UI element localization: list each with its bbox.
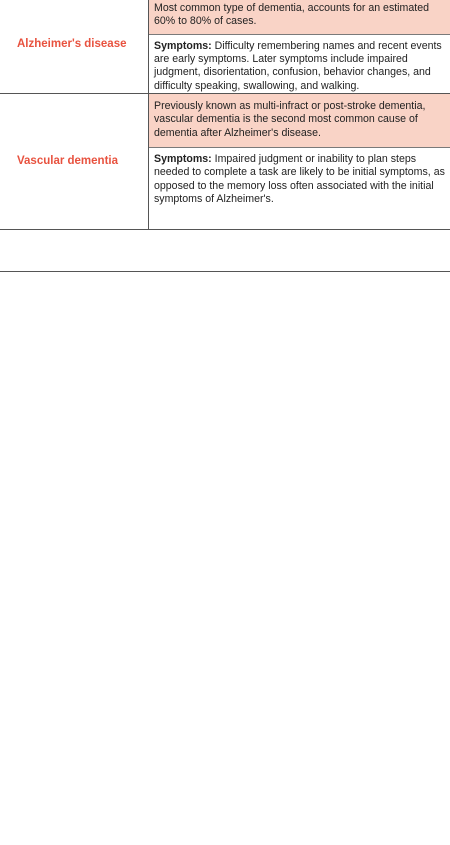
symptoms-text: Impaired judgment or inability to plan steps needed to complete a task are likely to be initial symptoms, as opposed to the memory loss often associated with the initial symptoms of Alzheimer's. bbox=[154, 153, 445, 205]
disease-description: Most common type of dementia, accounts for an estimated 60% to 80% of cases. bbox=[149, 0, 450, 35]
table-row bbox=[0, 94, 450, 230]
disease-description: Previously known as multi-infract or post-stroke dementia, vascular dementia is the second most common cause of dementia after Alzheimer's disease. bbox=[149, 94, 450, 148]
disease-name: Vascular dementia bbox=[17, 155, 118, 167]
table-row bbox=[0, 230, 450, 272]
symptoms-label: Symptoms: bbox=[154, 39, 212, 52]
disease-symptoms bbox=[149, 35, 450, 93]
disease-name: Alzheimer's disease bbox=[17, 37, 127, 50]
table-row bbox=[0, 0, 450, 94]
symptoms-label: Symptoms: bbox=[154, 153, 212, 165]
symptoms-text: Difficulty remembering names and recent events are early symptoms. Later symptoms include impaired judgment, disorientation, confusion, behavior changes, and difficulty speaking, swallowing, and walking. bbox=[154, 39, 442, 92]
disease-symptoms bbox=[149, 148, 450, 229]
